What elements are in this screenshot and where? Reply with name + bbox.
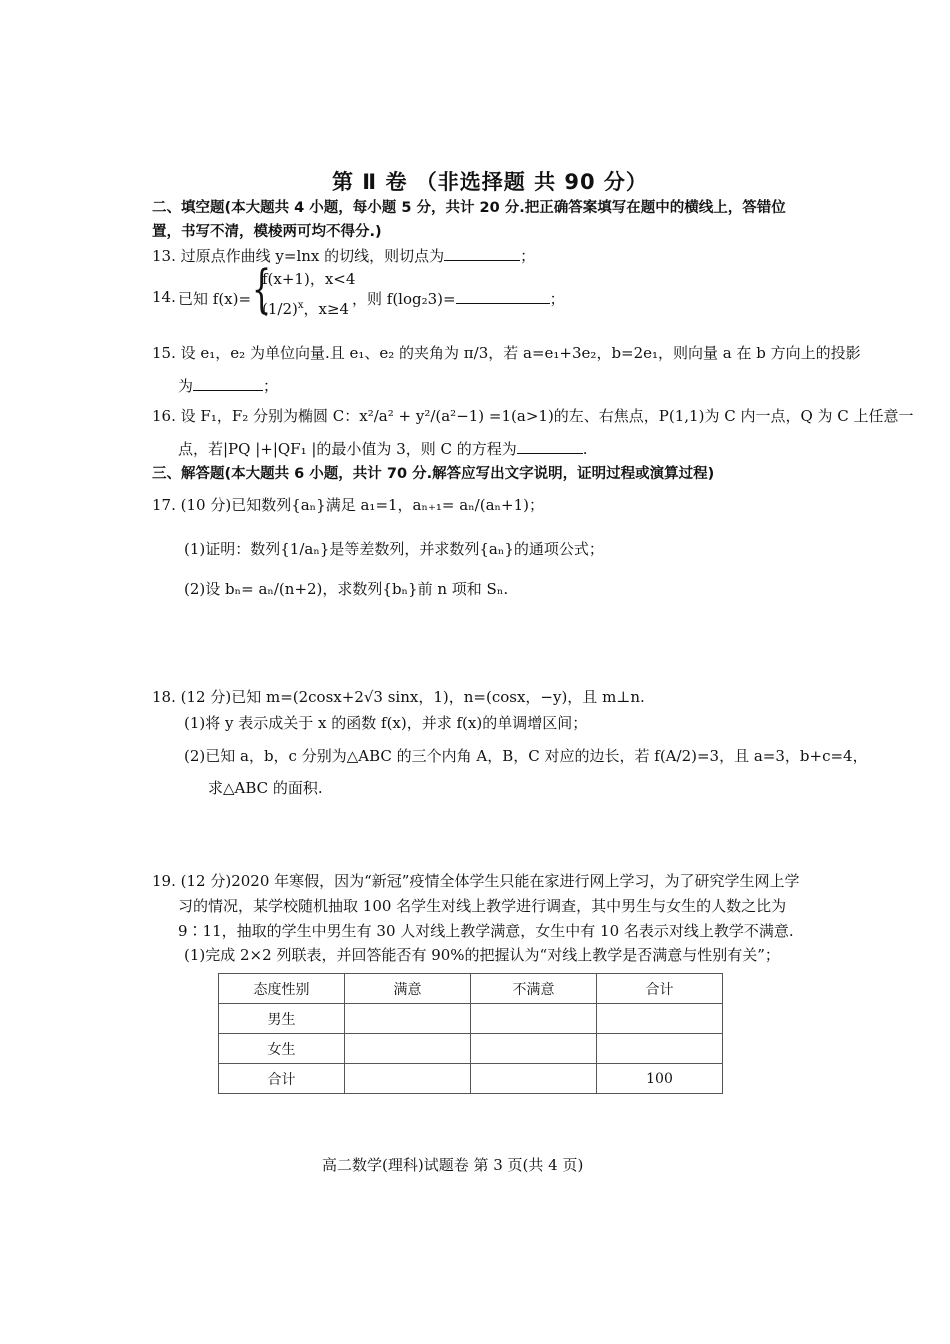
q16-line2: 点，若|PQ |+|QF₁ |的最小值为 3，则 C 的方程为: [178, 440, 517, 458]
q19-line1: (12 分)2020 年寒假，因为“新冠”疫情全体学生只能在家进行网上学习，为了研究学生网上学: [180, 872, 800, 890]
q16-end: .: [582, 440, 588, 458]
section-3-heading: 三、解答题(本大题共 6 小题，共计 70 分.解答应写出文字说明，证明过程或演算过程): [152, 466, 715, 482]
q13-end: ；: [520, 247, 536, 265]
q19-line3: 9∶11，抽取的学生中男生有 30 人对线上教学满意，女生中有 10 名表示对线上教学不满意.: [178, 922, 794, 940]
table-cell: 合计: [219, 1064, 345, 1094]
table-header-cell: 态度性别: [219, 974, 345, 1004]
question-16-line2: [178, 438, 588, 459]
table-cell: 100: [597, 1064, 723, 1094]
question-15-line1: [152, 342, 861, 363]
table-row: [219, 1004, 723, 1034]
q13-number: 13.: [152, 247, 176, 265]
section-2-heading-line2: 置，书写不清，模棱两可均不得分.): [152, 224, 382, 240]
q15-answer-blank: [193, 376, 263, 391]
q16-line1: 设 F₁，F₂ 分别为椭圆 C：x²/a² + y²/(a²−1) =1(a>1)的左、右焦点，P(1,1)为 C 内一点，Q 为 C 上任意一: [180, 407, 914, 425]
q14-answer-blank: [456, 289, 550, 304]
q14-brace: {: [252, 260, 272, 320]
table-row: [219, 1064, 723, 1094]
q13-text: 过原点作曲线 y=lnx 的切线，则切点为: [180, 247, 445, 265]
page-footer: 高二数学(理科)试题卷 第 3 页(共 4 页): [322, 1156, 584, 1174]
table-cell: [471, 1004, 597, 1034]
table-header-cell: 满意: [345, 974, 471, 1004]
q13-answer-blank: [444, 246, 520, 261]
q18-part2: (2)已知 a，b，c 分别为△ABC 的三个内角 A，B，C 对应的边长，若 f(A/2)=3，且 a=3，b+c=4，: [184, 747, 868, 765]
q17-stem: (10 分)已知数列{aₙ}满足 a₁=1，aₙ₊₁= aₙ/(aₙ+1)；: [180, 496, 544, 514]
question-13: [152, 245, 535, 266]
table-cell: 女生: [219, 1034, 345, 1064]
table-cell: [471, 1064, 597, 1094]
q17-part1: (1)证明：数列{1/aₙ}是等差数列，并求数列{aₙ}的通项公式；: [184, 540, 604, 558]
q18-stem: (12 分)已知 m=(2cosx+2√3 sinx，1)，n=(cosx，−y)，且 m⊥n.: [180, 688, 645, 706]
q14-case2: [262, 298, 349, 319]
table-cell: [345, 1004, 471, 1034]
question-18-stem: [152, 686, 645, 707]
q16-answer-blank: [517, 439, 583, 454]
q14-case1: f(x+1)，x<4: [262, 270, 356, 288]
table-cell: [471, 1034, 597, 1064]
q15-end: ；: [263, 377, 279, 395]
table-row: [219, 1034, 723, 1064]
q15-line1: 设 e₁，e₂ 为单位向量.且 e₁、e₂ 的夹角为 π/3，若 a=e₁+3e₂，b=2e₁，则向量 a 在 b 方向上的投影: [180, 344, 861, 362]
question-17-stem: [152, 494, 544, 515]
q17-part2: (2)设 bₙ= aₙ/(n+2)，求数列{bₙ}前 n 项和 Sₙ.: [184, 580, 509, 598]
q14-end: ；: [549, 290, 565, 308]
q14-case2-exp: x: [297, 300, 304, 311]
q15-line2: 为: [178, 377, 194, 395]
q19-line2: 习的情况，某学校随机抽取 100 名学生对线上教学进行调查，其中男生与女生的人数之比为: [178, 897, 787, 915]
section-2-heading-line1: 二、填空题(本大题共 4 小题，每小题 5 分，共计 20 分.把正确答案填写在题中的横线上，答错位: [152, 200, 786, 216]
q14-tail: [352, 288, 565, 309]
table-cell: [345, 1064, 471, 1094]
q18-number: 18.: [152, 688, 176, 706]
q14-case2-cond: ，x≥4: [303, 300, 350, 318]
q14-tail-text: ，则 f(log₂3)=: [352, 290, 456, 308]
table-header-cell: 合计: [597, 974, 723, 1004]
page-title: 第 Ⅱ 卷 （非选择题 共 90 分）: [332, 170, 648, 194]
q19-part1: (1)完成 2×2 列联表，并回答能否有 90%的把握认为“对线上教学是否满意与性别有关”；: [184, 946, 780, 964]
q16-number: 16.: [152, 407, 176, 425]
q14-case2-base: (1/2): [262, 300, 298, 318]
table-header-row: [219, 974, 723, 1004]
q17-number: 17.: [152, 496, 176, 514]
q15-number: 15.: [152, 344, 176, 362]
q18-part2-line2: 求△ABC 的面积.: [208, 779, 323, 797]
question-19-line1: [152, 870, 799, 891]
q14-number: 14.: [152, 288, 176, 306]
table-header-cell: 不满意: [471, 974, 597, 1004]
contingency-table: [218, 973, 723, 1094]
q18-part1: (1)将 y 表示成关于 x 的函数 f(x)，并求 f(x)的单调增区间；: [184, 714, 588, 732]
table-cell: [345, 1034, 471, 1064]
table-cell: [597, 1034, 723, 1064]
q19-number: 19.: [152, 872, 176, 890]
q14-prefix: 已知 f(x)=: [178, 290, 252, 308]
table-cell: [597, 1004, 723, 1034]
question-15-line2: [178, 375, 278, 396]
table-cell: 男生: [219, 1004, 345, 1034]
question-16-line1: [152, 405, 914, 426]
